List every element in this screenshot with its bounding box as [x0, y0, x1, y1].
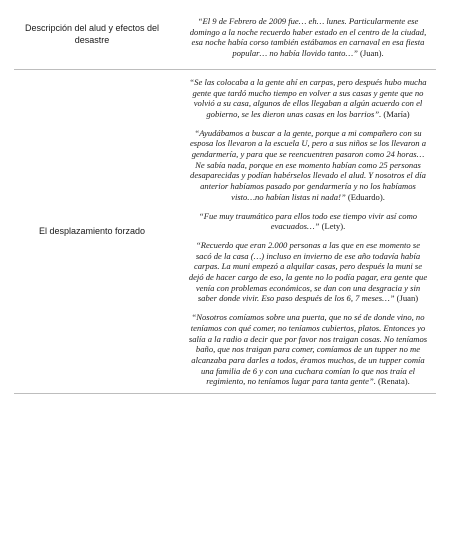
quote-juan [188, 16, 428, 59]
quote-text: “Recuerdo que eran 2.000 personas a las que en ese momento se sacó de la casa (…) incluso en invierno de ese año todavía había carpas. La muni empezó a alquilar casas, pero después la muni se dejó de hacer cargo de eso, la gente no lo podía pagar, era gente que venía con problemas económicos, se dan con una desgracia y sin saber donde vivir. Eso paso después de los 6, 7 meses…” [188, 239, 428, 304]
quote-renata [188, 312, 428, 387]
quote-text: “Se las colocaba a la gente ahí en carpas, pero después hubo mucha gente que tardó mucho tiempo en volver a sus casas y gente que no volvió a su casa, algunos de ellos llegaban a algún acuerdo con el gobierno, se les dieron unas casas en los barrios”. [189, 76, 427, 119]
quote-attribution: (Eduardo). [347, 191, 385, 202]
quote-attribution: (María) [383, 108, 410, 119]
quote-text: “Fue muy traumático para ellos todo ese tiempo vivir así como evacuados…” [198, 210, 418, 232]
table-row [14, 6, 436, 70]
quote-attribution: (Juan) [396, 293, 419, 304]
row-content [170, 6, 436, 69]
quote-attribution: (Lety). [321, 221, 346, 232]
testimony-table [14, 6, 436, 394]
quote-text: “El 9 de Febrero de 2009 fue… eh… lunes. Particularmente ese domingo a la noche recuerdo haber estado en el centro de la ciudad, esa noche había corso también estábamos en carnaval en esa fiesta popular… no había llovido tanto…” [189, 16, 427, 59]
quote-attribution: (Juan). [360, 48, 384, 59]
quote-text: “Nosotros comíamos sobre una puerta, que no sé de donde vino, no teníamos con qué comer, no teníamos cubiertos, platos. Entonces yo salía a la radio a decir que por favor nos traigan cosas. No teníamos baño, que nos traigan para comer, comíamos de un tupper no me alcanzaba para darles a todos, éramos muchos, de un tupper comía una familia de 6 y con una cuchara comían lo que nos traía el regimiento, no teníamos lugar para tanta gente”. [188, 312, 428, 387]
row-label-desplazamiento: El desplazamiento forzado [38, 226, 146, 237]
quote-attribution: (Renata). [378, 376, 410, 387]
row-content [170, 70, 436, 393]
quote-maria [188, 77, 428, 120]
quote-juan-2 [188, 240, 428, 304]
quote-lety [188, 211, 428, 232]
row-label-alud: Descripción del alud y efectos del desastre [24, 23, 160, 46]
table-row [14, 70, 436, 394]
quote-eduardo [188, 128, 428, 203]
quote-text: “Ayudábamos a buscar a la gente, porque a mi compañero con su esposa los llevaron a la escuela U, pero a sus niños se los llevaron a gendarmería, y para que se reencuentren pasaron como 24 horas… Ne sabía nada, porque en ese momento habían como 25 personas desaparecidas y podían habérselos llevado el alud. Y nosotros el día anterior habíamos pasado por gendarmería y no los habíamos visto…no habían listas ni nada!” [189, 127, 427, 202]
